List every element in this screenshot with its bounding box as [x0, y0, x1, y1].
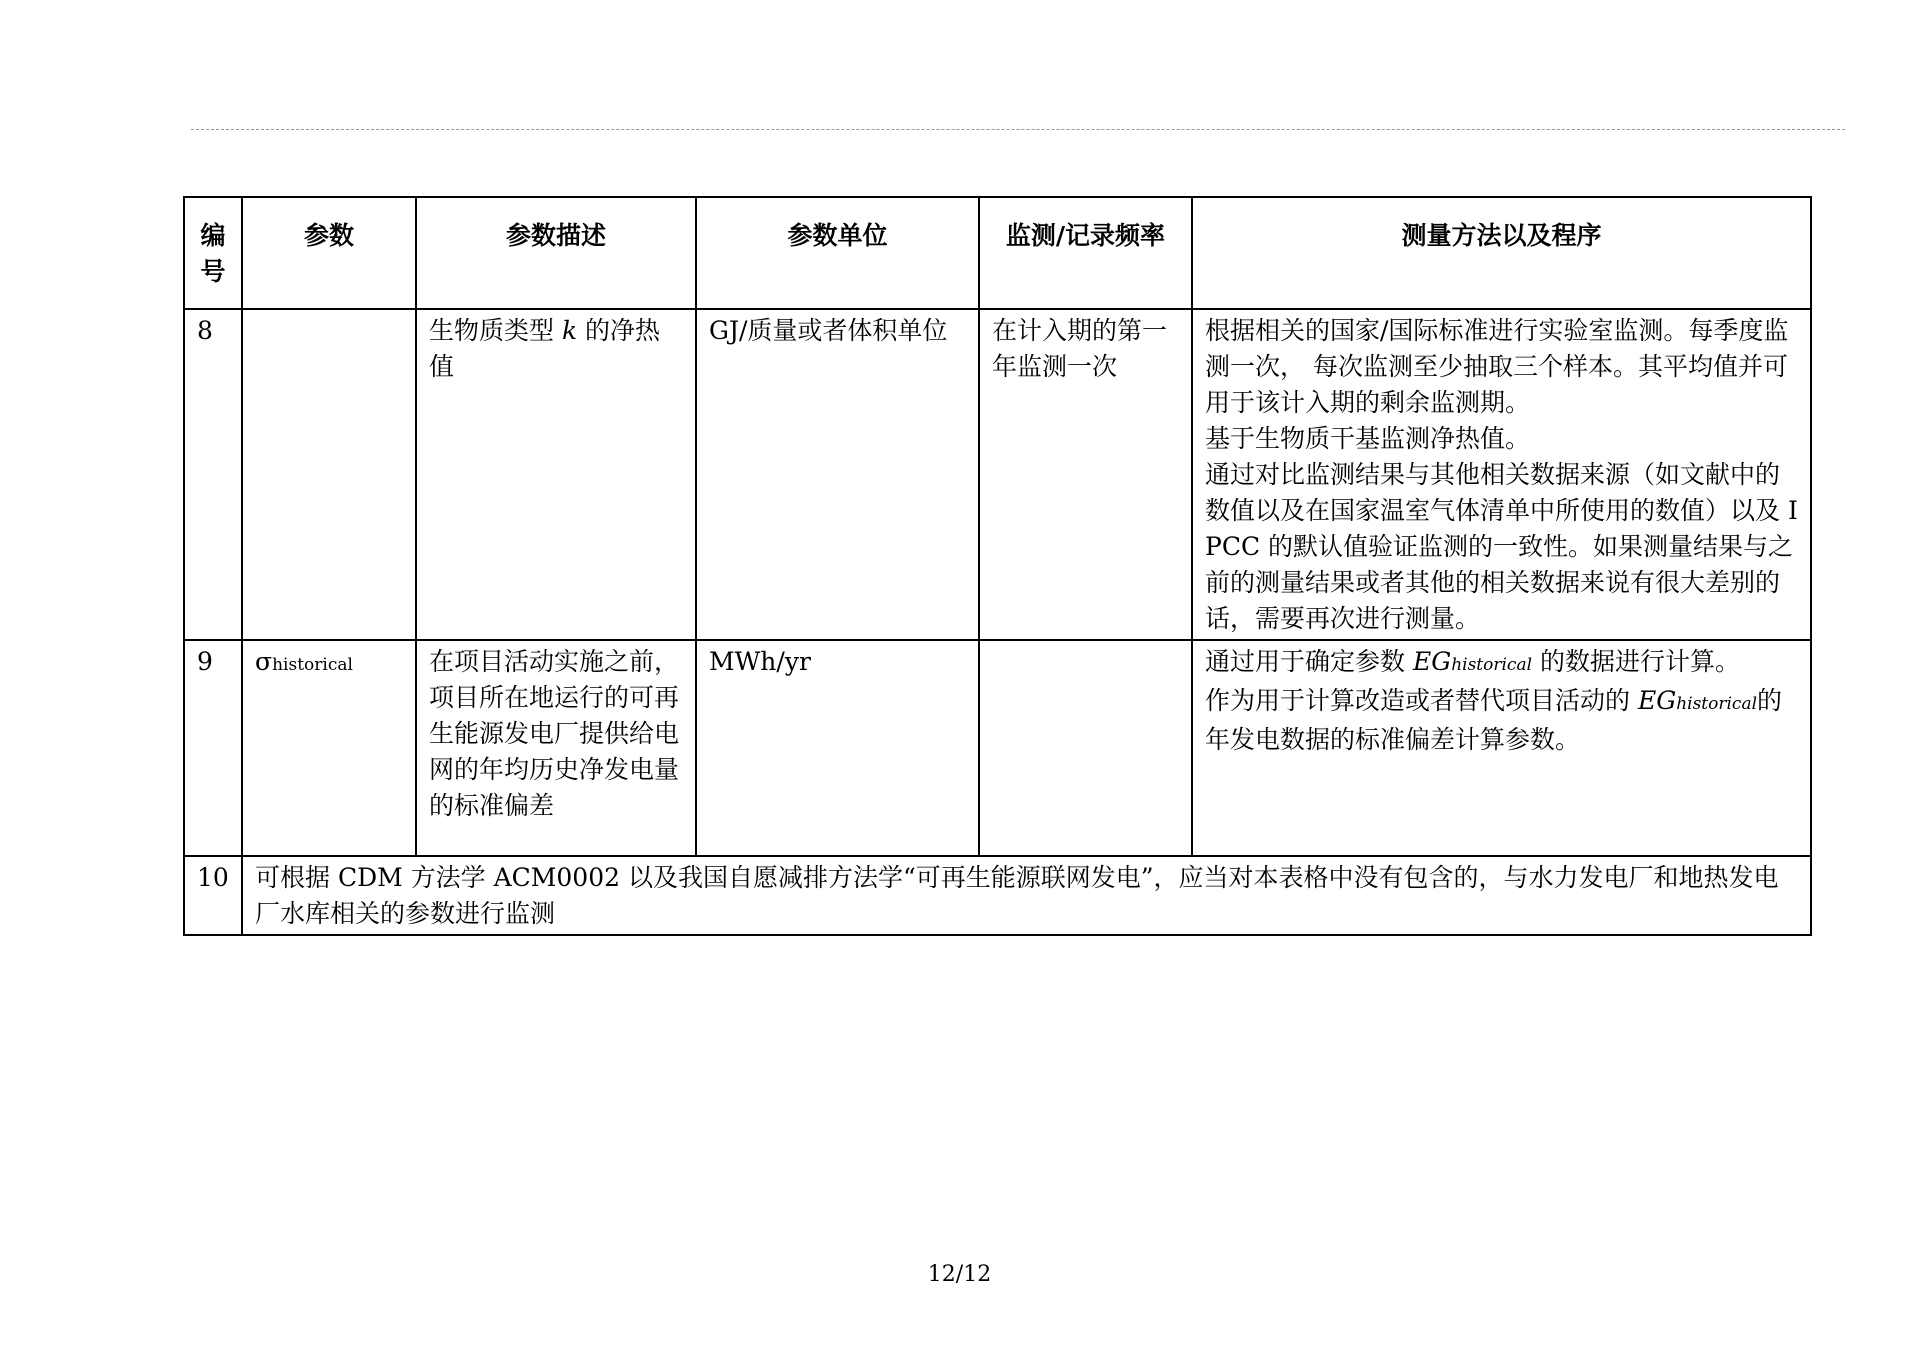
row-number: 9 [184, 640, 242, 856]
method-paragraph: 通过对比监测结果与其他相关数据来源（如文献中的数值以及在国家温室气体清单中所使用的数值）以及 IPCC 的默认值验证监测的一致性。如果测量结果与之前的测量结果或者其他的相关数据来说有很大差别的话，需要再次进行测量。 [1205, 460, 1798, 633]
param-cell [242, 640, 416, 856]
unit-cell: MWh/yr [696, 640, 979, 856]
method-text: 的年发电数据的标准偏差计算参数。 [1205, 686, 1783, 754]
desc-cell: 在项目活动实施之前，项目所在地运行的可再生能源发电厂提供给电网的年均历史净发电量的标准偏差 [416, 640, 696, 856]
header-num: 编号 [184, 197, 242, 309]
method-paragraph: 根据相关的国家/国际标准进行实验室监测。每季度监测一次， 每次监测至少抽取三个样本。其平均值并可用于该计入期的剩余监测期。 [1205, 316, 1789, 417]
sigma-subscript: historical [272, 655, 353, 675]
desc-text: 生物质类型 [429, 316, 562, 345]
method-paragraph [1205, 683, 1798, 758]
sigma-symbol: σ [255, 647, 273, 676]
row-number: 8 [184, 309, 242, 640]
table-row [184, 640, 1811, 856]
method-paragraph: 基于生物质干基监测净热值。 [1205, 424, 1531, 453]
header-freq: 监测/记录频率 [979, 197, 1192, 309]
method-text: 的数据进行计算。 [1532, 647, 1740, 676]
header-rule [191, 129, 1845, 130]
table-header-row [184, 197, 1811, 309]
desc-cell [416, 309, 696, 640]
method-text: 通过用于确定参数 [1205, 647, 1413, 676]
method-text: 作为用于计算改造或者替代项目活动的 [1205, 686, 1638, 715]
table-row [184, 309, 1811, 640]
desc-variable-k: k [561, 316, 578, 345]
eg-variable: EG [1637, 686, 1677, 715]
freq-cell: 在计入期的第一年监测一次 [979, 309, 1192, 640]
method-cell [1192, 309, 1811, 640]
header-unit: 参数单位 [696, 197, 979, 309]
header-param: 参数 [242, 197, 416, 309]
eg-variable: EG [1412, 647, 1452, 676]
param-cell [242, 309, 416, 640]
table-row [184, 856, 1811, 935]
page-number: 12/12 [927, 1262, 992, 1287]
row-number: 10 [184, 856, 242, 935]
method-paragraph [1205, 644, 1798, 683]
header-desc: 参数描述 [416, 197, 696, 309]
eg-subscript: historical [1451, 655, 1533, 675]
desc-text: 的净热值 [429, 316, 661, 381]
method-cell [1192, 640, 1811, 856]
header-method: 测量方法以及程序 [1192, 197, 1811, 309]
parameter-table [183, 196, 1812, 936]
note-cell: 可根据 CDM 方法学 ACM0002 以及我国自愿减排方法学“可再生能源联网发电”，应当对本表格中没有包含的，与水力发电厂和地热发电厂水库相关的参数进行监测 [242, 856, 1811, 935]
freq-cell [979, 640, 1192, 856]
unit-cell: GJ/质量或者体积单位 [696, 309, 979, 640]
eg-subscript: historical [1676, 694, 1758, 714]
